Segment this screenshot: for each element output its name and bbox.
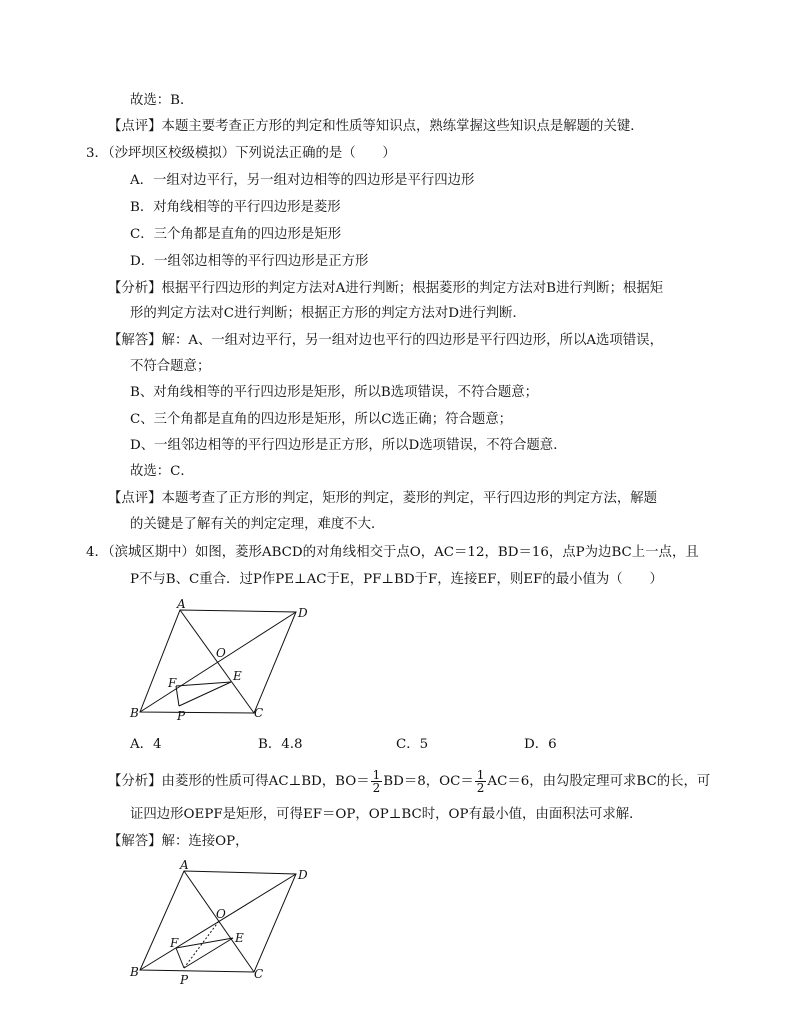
rhombus-figure-1: [120, 596, 320, 726]
q4-analysis-part2: BD＝8，OC＝: [383, 774, 474, 789]
label-a-2: A: [180, 858, 189, 872]
q3-solution-line2: 不符合题意；: [130, 359, 211, 374]
label-f-2: F: [170, 936, 179, 950]
q4-option-d: D．6: [524, 737, 557, 752]
label-d: D: [298, 606, 308, 620]
q4-option-a: A．4: [130, 737, 162, 752]
rhombus-figure-2: [120, 858, 320, 993]
q3-option-c: C．三个角都是直角的四边形是矩形: [130, 227, 342, 242]
label-e-2: E: [235, 931, 244, 945]
rhombus-figure-1-svg: [120, 596, 320, 726]
fraction-half-2-denominator: 2: [476, 781, 485, 795]
q4-stem-line1: 4．（滨城区期中）如图，菱形ABCD的对角线相交于点O，AC＝12，BD＝16，点P为边BC上一点，且: [86, 545, 699, 560]
q4-analysis-line2: 证四边形OEPF是矩形，可得EF＝OP，OP⊥BC时，OP有最小值，由面积法可求解．: [130, 807, 643, 822]
segment-fp: [176, 686, 179, 706]
q2-answer: 故选：B．: [130, 93, 194, 108]
q3-analysis-line1: 【分析】根据平行四边形的判定方法对A进行判断；根据菱形的判定方法对B进行判断；根据矩: [108, 281, 664, 296]
label-p: P: [177, 709, 186, 723]
q3-solution-line5: D、一组邻边相等的平行四边形是正方形，所以D选项错误，不符合题意．: [130, 438, 567, 453]
q3-option-d: D．一组邻边相等的平行四边形是正方形: [130, 254, 369, 269]
fraction-half-2: [475, 769, 487, 794]
fraction-half-2-numerator: 1: [476, 768, 485, 782]
q2-comment: 【点评】本题主要考查正方形的判定和性质等知识点，熟练掌握这些知识点是解题的关键．: [108, 119, 644, 134]
q3-solution-line1: 【解答】解：A、一组对边平行，另一组对边也平行的四边形是平行四边形，所以A选项错误，: [108, 333, 663, 348]
label-d-2: D: [298, 868, 308, 882]
label-c-2: C: [254, 967, 264, 981]
q4-options-row: [130, 736, 630, 754]
q4-analysis-line1: [108, 768, 710, 796]
label-b: B: [130, 706, 139, 720]
label-o: O: [216, 646, 226, 660]
diagonal-ac: [180, 610, 254, 713]
fraction-half-1-numerator: 1: [372, 768, 381, 782]
q4-solution-start: 【解答】解：连接OP，: [108, 834, 249, 849]
q4-option-c: C．5: [396, 737, 429, 752]
label-e: E: [233, 669, 242, 683]
q3-comment-line2: 的关键是了解有关的判定定理，难度不大．: [130, 517, 385, 532]
diagonal-bd: [140, 612, 296, 712]
q4-stem-line2: P不与B、C重合．过P作PE⊥AC于E，PF⊥BD于F，连接EF，则EF的最小值为（ ）: [130, 572, 663, 587]
fraction-half-1: [371, 769, 383, 794]
q4-analysis-part3: AC＝6，由勾股定理可求BC的长，可: [487, 774, 711, 789]
segment-fp-2: [176, 948, 184, 968]
q3-analysis-line2: 形的判定方法对C进行判断；根据正方形的判定方法对D进行判断．: [130, 306, 526, 321]
q3-comment-line1: 【点评】本题考查了正方形的判定，矩形的判定，菱形的判定，平行四边形的判定方法，解题: [108, 491, 658, 506]
label-b-2: B: [130, 965, 139, 979]
label-p-2: P: [180, 973, 189, 987]
q3-solution-line3: B、对角线相等的平行四边形是矩形，所以B选项错误，不符合题意；: [130, 385, 539, 400]
q3-solution-line4: C、三个角都是直角的四边形是矩形，所以C选正确；符合题意；: [130, 412, 513, 427]
q3-answer: 故选：C．: [130, 464, 194, 479]
fraction-half-1-denominator: 2: [372, 781, 381, 795]
q3-stem: 3．（沙坪坝区校级模拟）下列说法正确的是（ ）: [86, 146, 396, 161]
label-c: C: [254, 706, 264, 720]
segment-op-dotted: [184, 921, 219, 968]
rhombus-figure-2-svg: [120, 858, 320, 993]
q4-option-b: B．4.8: [258, 737, 303, 752]
q3-option-a: A．一组对边平行，另一组对边相等的四边形是平行四边形: [130, 173, 475, 188]
label-a: A: [177, 597, 186, 611]
label-f: F: [168, 676, 177, 690]
label-o-2: O: [216, 907, 226, 921]
q3-option-b: B．对角线相等的平行四边形是菱形: [130, 200, 341, 215]
q4-analysis-part1: 【分析】由菱形的性质可得AC⊥BD，BO＝: [108, 774, 370, 789]
